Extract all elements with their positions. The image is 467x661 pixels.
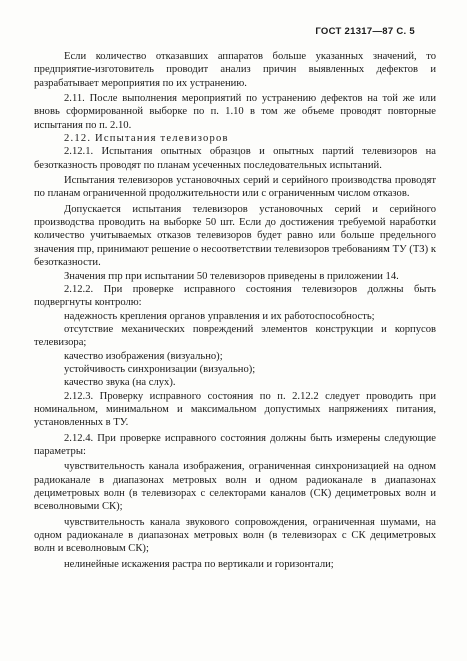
list-item: отсутствие механических повреждений элементов конструкции и корпусов телевизора; <box>34 323 436 349</box>
paragraph-2-11: 2.11. После выполнения мероприятий по устранению дефектов на той же или вновь сформированной выборке по п. 1.10 в том же объеме проводят повторные испытания по п. 2.10. <box>34 93 436 131</box>
list-item: нелинейные искажения растра по вертикали и горизонтали; <box>64 558 334 570</box>
paragraph-2-12-4: 2.12.4. При проверке исправного состояния должны быть измерены следующие параметры: <box>34 432 436 457</box>
section-heading-2-12: 2.12. Испытания телевизоров <box>64 133 229 145</box>
paragraph: Допускается испытания телевизоров установочных серий и серийного производства проводить на выборке 50 шт. Если до достижения требуемой наработки количество учитываемых отказов телевизоров будет равно или больше предельного значения rпр, принимают решение о несоответствии телевизоров требованиям ТУ (ТЗ) к безотказности. <box>34 203 436 269</box>
paragraph: Если количество отказавших аппаратов больше указанных значений, то предприятие-изготовитель проводит анализ причин выявленных дефектов и разрабатывает мероприятия по их устранению. <box>34 51 436 89</box>
paragraph: Испытания телевизоров установочных серий и серийного производства проводят по планам ограниченной продолжительности или с ограниченным числом отказов. <box>34 175 436 200</box>
paragraph-2-12-1: 2.12.1. Испытания опытных образцов и опытных партий телевизоров на безотказность проводят по планам усеченных последовательных испытаний. <box>34 146 436 171</box>
document-body <box>34 50 436 571</box>
list-item: качество изображения (визуально); <box>64 350 223 362</box>
paragraph-2-12-3: 2.12.3. Проверку исправного состояния по п. 2.12.2 следует проводить при номинальном, минимальном и максимальном допустимых напряжениях питания, установленных в ТУ. <box>34 390 436 429</box>
list-item: надежность крепления органов управления и их работоспособность; <box>64 310 375 322</box>
list-item: чувствительность канала изображения, ограниченная синхронизацией на одном радиоканале в диапазонах метровых волн и одном радиоканале в диапазонах дециметровых волн (в телевизорах с селекторами каналов (СК) дециметровых волн и всеволновыми СК); <box>34 461 436 513</box>
list-item: устойчивость синхронизации (визуально); <box>64 363 256 375</box>
paragraph-2-12-2: 2.12.2. При проверке исправного состояния телевизоров должны быть подвергнуты контролю: <box>34 283 436 309</box>
paragraph: Значения rпр при испытании 50 телевизоров приведены в приложении 14. <box>64 270 399 282</box>
page-header: ГОСТ 21317—87 С. 5 <box>315 26 415 37</box>
list-item: качество звука (на слух). <box>64 377 176 389</box>
list-item: чувствительность канала звукового сопровождения, ограниченная шумами, на одном радиоканале в диапазонах метровых волн (в телевизорах с СК дециметровых волн и всеволновым СК); <box>34 516 436 555</box>
